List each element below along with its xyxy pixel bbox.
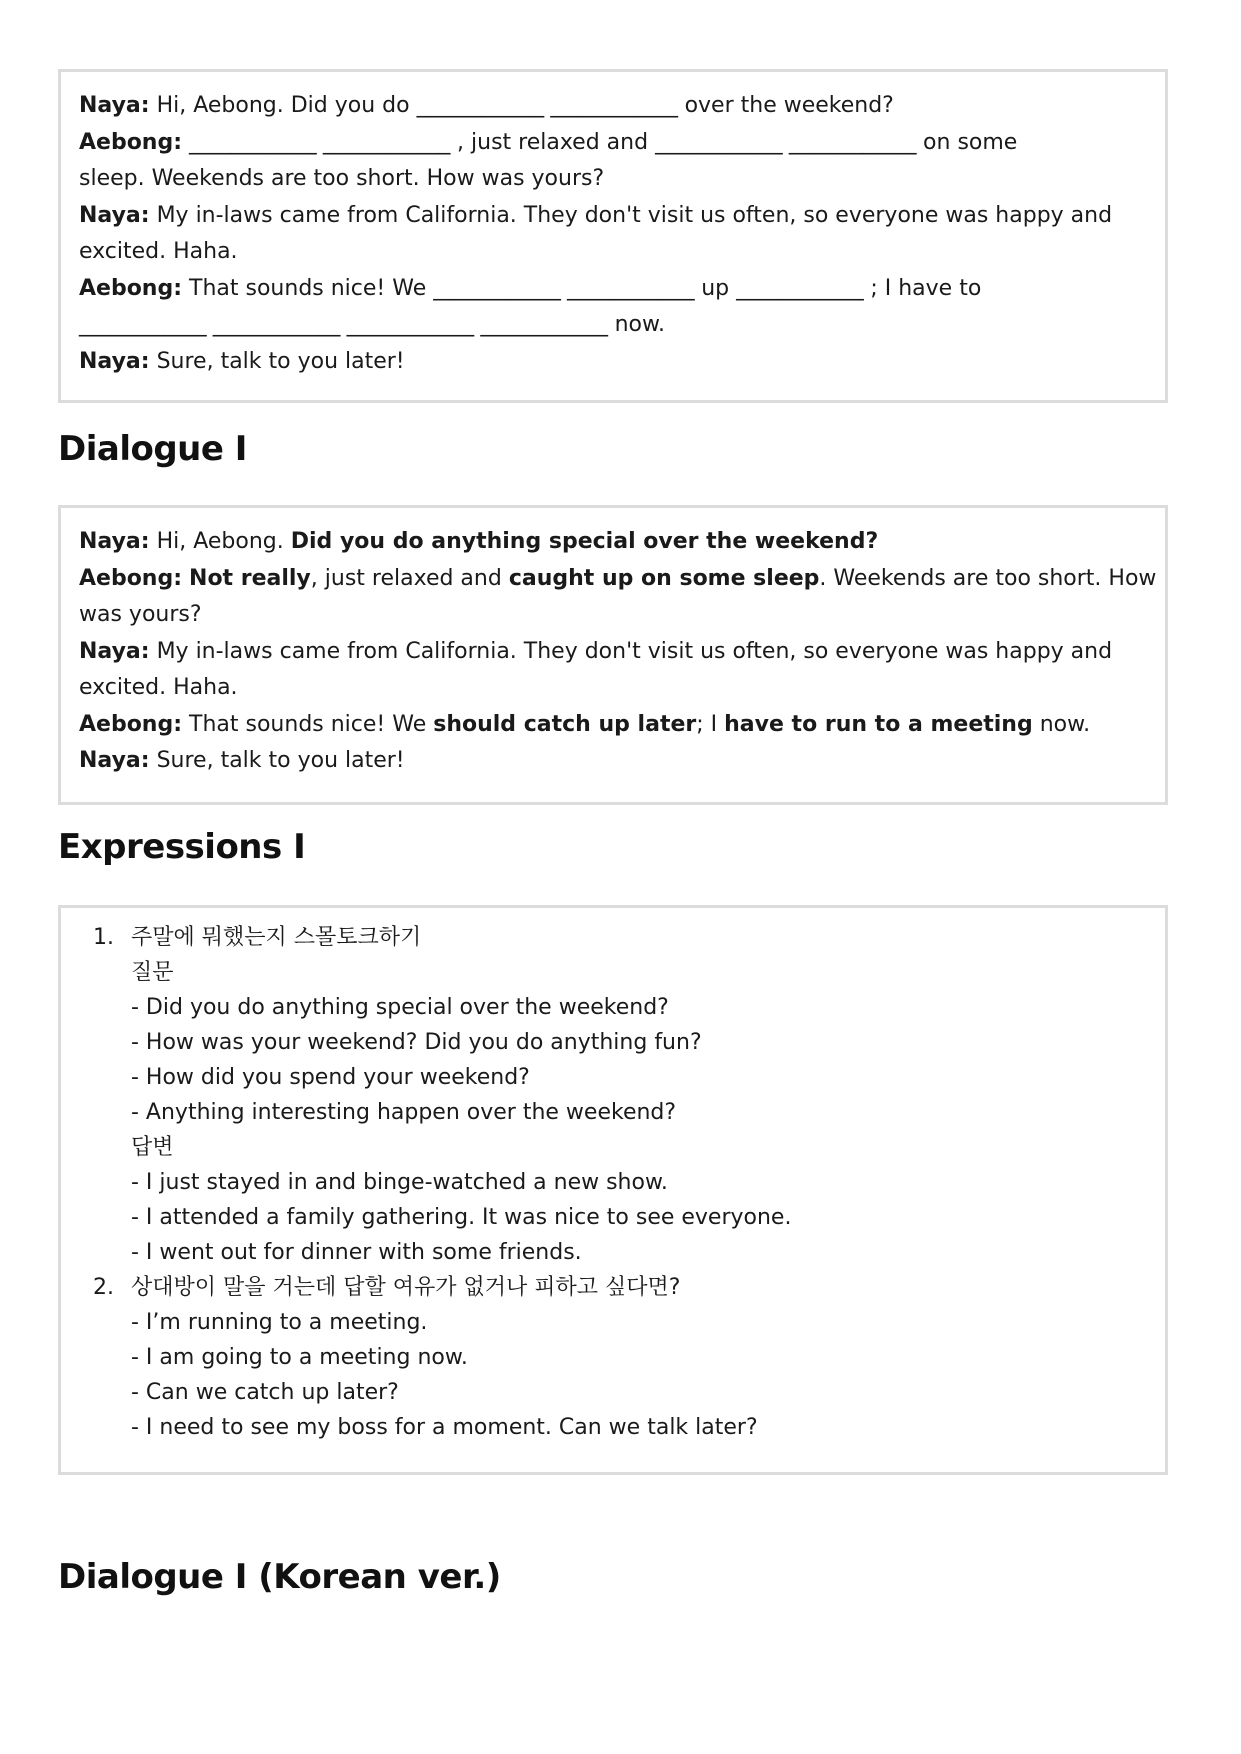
exercise-text: Sure, talk to you later! — [149, 348, 405, 374]
dialogue-line — [79, 597, 1147, 634]
exercise-text: up — [694, 275, 737, 301]
dialogue-text: Sure, talk to you later! — [149, 748, 405, 773]
exercise-text — [182, 130, 189, 155]
speaker-label: Naya: — [79, 748, 150, 773]
dialogue-text: was yours? — [79, 602, 202, 627]
dialogue-line — [79, 743, 1147, 780]
speaker-label: Naya: — [79, 93, 150, 118]
exercise-line — [79, 125, 1147, 162]
speaker-label: Naya: — [79, 348, 150, 374]
key-expression: caught up on some sleep — [508, 565, 820, 591]
exercise-text: sleep. Weekends are too short. How was yours? — [79, 166, 605, 191]
expression-example: - I went out for dinner with some friends. — [131, 1240, 582, 1265]
dialogue-text: That sounds nice! We — [182, 711, 434, 737]
expression-example: - How did you spend your weekend? — [131, 1065, 530, 1090]
speaker-label: Aebong: — [79, 711, 183, 737]
dialogue-heading: Dialogue I — [58, 429, 247, 469]
answer-blank: ____________ ____________ — [655, 129, 917, 155]
exercise-text: excited. Haha. — [79, 239, 238, 264]
exercise-text: Hi, Aebong. Did you do — [149, 93, 417, 118]
answer-blank: ____________ ____________ — [433, 275, 695, 301]
exercise-line — [79, 161, 1147, 198]
expression-item — [93, 1270, 1147, 1445]
answer-blank: ____________ ____________ — [416, 93, 678, 118]
exercise-line — [79, 88, 1147, 125]
exercise-text: over the weekend? — [677, 93, 894, 118]
expression-example: - Anything interesting happen over the weekend? — [131, 1100, 677, 1125]
expression-example: - I attended a family gathering. It was nice to see everyone. — [131, 1205, 792, 1230]
dialogue-text: My in-laws came from California. They don't visit us often, so everyone was happy and — [149, 638, 1113, 664]
dialogue-text: , just relaxed and — [310, 565, 509, 591]
speaker-label: Naya: — [79, 529, 150, 554]
key-expression: should catch up later — [433, 711, 697, 737]
exercise-line — [79, 234, 1147, 271]
speaker-label: Aebong: — [79, 275, 183, 301]
answer-blank: ____________ ____________ ____________ ____________ — [79, 312, 608, 337]
dialogue-text — [182, 566, 189, 591]
korean-version-heading: Dialogue I (Korean ver.) — [58, 1557, 501, 1597]
dialogue-line — [79, 670, 1147, 707]
exercise-text: now. — [607, 312, 665, 337]
exercise-line — [79, 344, 1147, 381]
expressions-list — [79, 920, 1147, 1445]
answer-blank: ____________ ____________ — [189, 129, 451, 155]
dialogue-line — [79, 707, 1147, 744]
answer-blank: ____________ — [736, 275, 864, 301]
dialogue-text: now. — [1032, 711, 1091, 737]
speaker-label: Naya: — [79, 202, 150, 228]
expressions-heading: Expressions I — [58, 827, 306, 867]
key-expression: Did you do anything special over the weekend? — [290, 529, 879, 554]
dialogue-line — [79, 524, 1147, 561]
expressions-box — [58, 905, 1168, 1475]
item-title: 주말에 뭐했는지 스몰토크하기 — [131, 925, 422, 950]
expression-example: - How was your weekend? Did you do anything fun? — [131, 1030, 702, 1055]
expression-example: - I need to see my boss for a moment. Can we talk later? — [131, 1415, 758, 1440]
expression-example: - I just stayed in and binge-watched a new show. — [131, 1170, 668, 1195]
dialogue-line — [79, 561, 1157, 598]
dialogue-text: excited. Haha. — [79, 675, 238, 700]
item-number: 2. — [93, 1275, 114, 1300]
expression-example: - I am going to a meeting now. — [131, 1345, 468, 1370]
exercise-text: My in-laws came from California. They don't visit us often, so everyone was happy and — [149, 202, 1113, 228]
key-expression: have to run to a meeting — [724, 711, 1033, 737]
key-expression: Not really — [189, 565, 311, 591]
fill-in-blank-exercise-box — [58, 69, 1168, 403]
expression-example: - Did you do anything special over the weekend? — [131, 995, 669, 1020]
dialogue-text: ; I — [696, 711, 725, 737]
expression-example: - Can we catch up later? — [131, 1380, 399, 1405]
exercise-text: , just relaxed and — [450, 129, 656, 155]
exercise-line — [79, 271, 1147, 308]
dialogue-text: . Weekends are too short. How — [819, 565, 1157, 591]
exercise-line — [79, 307, 1147, 344]
exercise-text: ; I have to — [863, 275, 982, 301]
dialogue-box — [58, 505, 1168, 805]
subheading: 답변 — [131, 1135, 174, 1160]
subheading: 질문 — [131, 960, 174, 985]
exercise-line — [79, 198, 1147, 235]
speaker-label: Aebong: — [79, 129, 183, 155]
exercise-text: on some — [916, 129, 1018, 155]
speaker-label: Naya: — [79, 638, 150, 664]
speaker-label: Aebong: — [79, 565, 183, 591]
dialogue-text: Hi, Aebong. — [149, 529, 291, 554]
expression-item — [93, 920, 1147, 1270]
item-title: 상대방이 말을 거는데 답할 여유가 없거나 피하고 싶다면? — [131, 1275, 681, 1300]
exercise-text: That sounds nice! We — [182, 275, 434, 301]
expression-example: - I’m running to a meeting. — [131, 1310, 428, 1335]
dialogue-line — [79, 634, 1147, 671]
item-number: 1. — [93, 925, 114, 950]
